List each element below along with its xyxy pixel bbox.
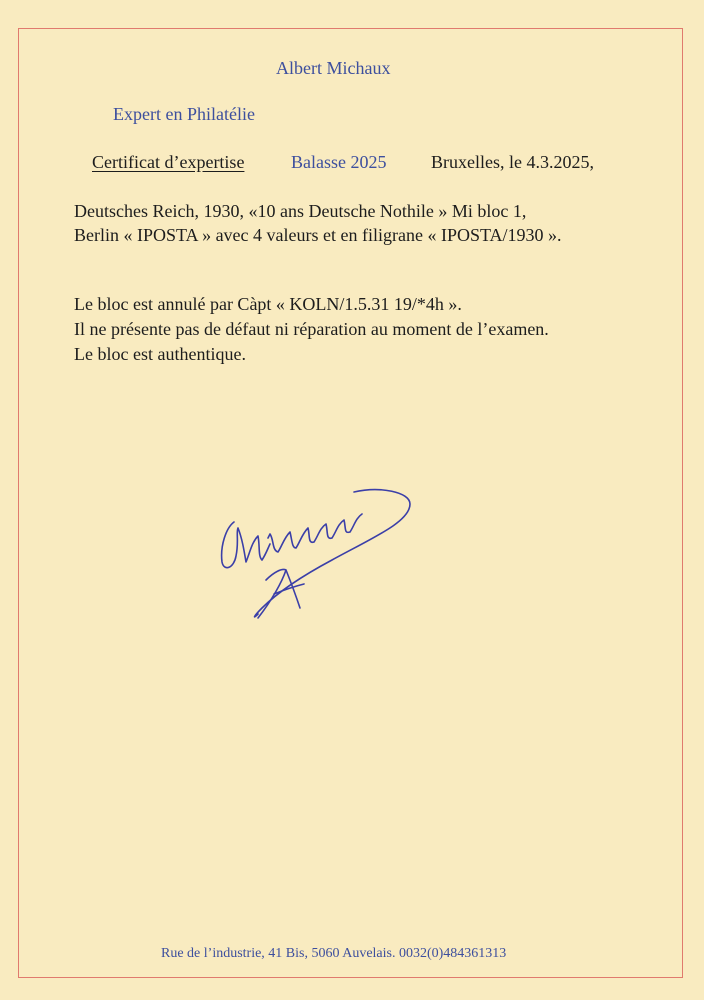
- signature-initial: [258, 569, 304, 618]
- signature-stroke: [222, 514, 362, 568]
- expert-name: Albert Michaux: [276, 58, 391, 78]
- assessment-line-1: Le bloc est annulé par Càpt « KOLN/1.5.31 19/*4h ».: [74, 294, 462, 314]
- certificate-title: Certificat d’expertise: [92, 152, 245, 172]
- assessment-line-3: Le bloc est authentique.: [74, 344, 246, 364]
- signature-flourish: [255, 490, 410, 617]
- description-line-1: Deutsches Reich, 1930, «10 ans Deutsche Nothile » Mi bloc 1,: [74, 201, 527, 221]
- certificate-reference: Balasse 2025: [291, 152, 387, 172]
- handwritten-signature: [212, 476, 422, 626]
- expert-title: Expert en Philatélie: [113, 104, 255, 124]
- certificate-place-date: Bruxelles, le 4.3.2025,: [431, 152, 594, 172]
- description-line-2: Berlin « IPOSTA » avec 4 valeurs et en filigrane « IPOSTA/1930 ».: [74, 225, 562, 245]
- assessment-line-2: Il ne présente pas de défaut ni réparation au moment de l’examen.: [74, 319, 549, 339]
- footer-address: Rue de l’industrie, 41 Bis, 5060 Auvelais. 0032(0)484361313: [161, 946, 507, 961]
